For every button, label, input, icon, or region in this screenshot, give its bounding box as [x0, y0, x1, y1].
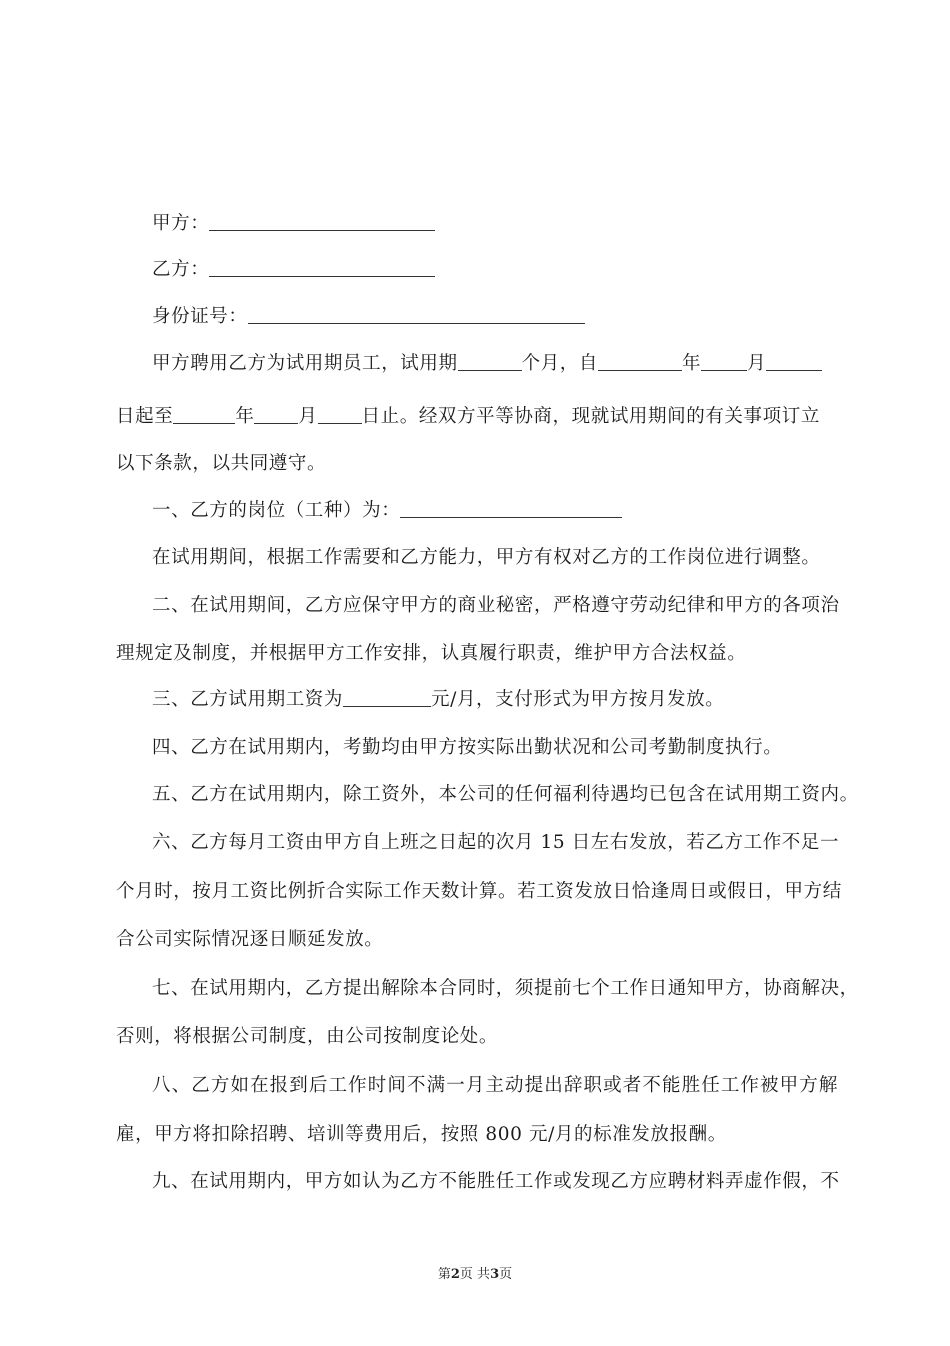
clause-1-label: 一、乙方的岗位（工种）为： [152, 500, 401, 521]
clause-7-line-1: 七、在试用期内，乙方提出解除本合同时，须提前七个工作日通知甲方，协商解决， [152, 978, 859, 999]
clause-6-line-2: 个月时，按月工资比例折合实际工作天数计算。若工资发放日恰逢周日或假日，甲方结 [116, 881, 842, 902]
intro-text: 月 [747, 353, 767, 374]
party-a-label: 甲方： [152, 213, 210, 234]
paragraph-intro-line-3: 以下条款，以共同遵守。 [116, 453, 327, 474]
clause-3-line [152, 688, 838, 712]
intro-text: 年 [235, 406, 255, 427]
intro-text: 年 [682, 353, 702, 374]
clause-4-line: 四、乙方在试用期内，考勤均由甲方按实际出勤状况和公司考勤制度执行。 [152, 737, 783, 758]
party-a-blank[interactable] [209, 212, 435, 231]
end-day-blank[interactable] [318, 405, 362, 424]
page-footer [0, 1267, 950, 1283]
intro-text: 日止。经双方平等协商，现就试用期间的有关事项订立 [361, 406, 820, 427]
intro-text: 日起至 [116, 406, 174, 427]
clause-3-text: 三、乙方试用期工资为 [152, 689, 344, 710]
clause-3-text: 元/月，支付形式为甲方按月发放。 [431, 689, 725, 710]
probation-months-blank[interactable] [458, 352, 522, 371]
clause-6-line-3: 合公司实际情况逐日顺延发放。 [116, 929, 384, 950]
party-a-line [152, 212, 838, 236]
current-page-number: 2 [450, 1267, 460, 1282]
clause-8-line-1: 八、乙方如在报到后工作时间不满一月主动提出辞职或者不能胜任工作被甲方解 [152, 1075, 838, 1096]
clause-7-line-2: 否则，将根据公司制度，由公司按制度论处。 [116, 1026, 499, 1047]
paragraph-intro-line-1 [152, 352, 838, 376]
clause-1-line-2: 在试用期间，根据工作需要和乙方能力，甲方有权对乙方的工作岗位进行调整。 [152, 547, 821, 568]
start-year-blank[interactable] [598, 352, 682, 371]
id-number-blank[interactable] [248, 305, 585, 324]
clause-5-line: 五、乙方在试用期内，除工资外，本公司的任何福利待遇均已包含在试用期工资内。 [152, 784, 859, 805]
footer-middle: 页 共 [459, 1267, 491, 1282]
clause-1-line-1 [152, 499, 838, 523]
end-year-blank[interactable] [173, 405, 235, 424]
total-page-number: 3 [490, 1267, 500, 1282]
paragraph-intro-line-2 [116, 405, 838, 429]
id-number-label: 身份证号： [152, 306, 248, 327]
salary-blank[interactable] [343, 688, 431, 707]
clause-2-line-2: 理规定及制度，并根据甲方工作安排，认真履行职责，维护甲方合法权益。 [116, 643, 747, 664]
party-b-label: 乙方： [152, 259, 210, 280]
footer-prefix: 第 [437, 1267, 451, 1282]
party-b-blank[interactable] [209, 258, 435, 277]
clause-2-line-1: 二、在试用期间，乙方应保守甲方的商业秘密，严格遵守劳动纪律和甲方的各项治 [152, 595, 840, 616]
clause-9-line-1: 九、在试用期内，甲方如认为乙方不能胜任工作或发现乙方应聘材料弄虚作假，不 [152, 1171, 840, 1192]
intro-text: 个月，自 [521, 353, 599, 374]
id-number-line [152, 305, 838, 329]
start-day-blank[interactable] [766, 352, 822, 371]
clause-8-line-2: 雇，甲方将扣除招聘、培训等费用后，按照 800 元/月的标准发放报酬。 [116, 1124, 727, 1145]
party-b-line [152, 258, 838, 282]
position-blank[interactable] [400, 499, 622, 518]
footer-suffix: 页 [499, 1267, 513, 1282]
start-month-blank[interactable] [701, 352, 747, 371]
end-month-blank[interactable] [254, 405, 298, 424]
clause-6-line-1: 六、乙方每月工资由甲方自上班之日起的次月 15 日左右发放，若乙方工作不足一 [152, 832, 840, 853]
intro-text: 甲方聘用乙方为试用期员工，试用期 [152, 353, 458, 374]
intro-text: 月 [298, 406, 318, 427]
